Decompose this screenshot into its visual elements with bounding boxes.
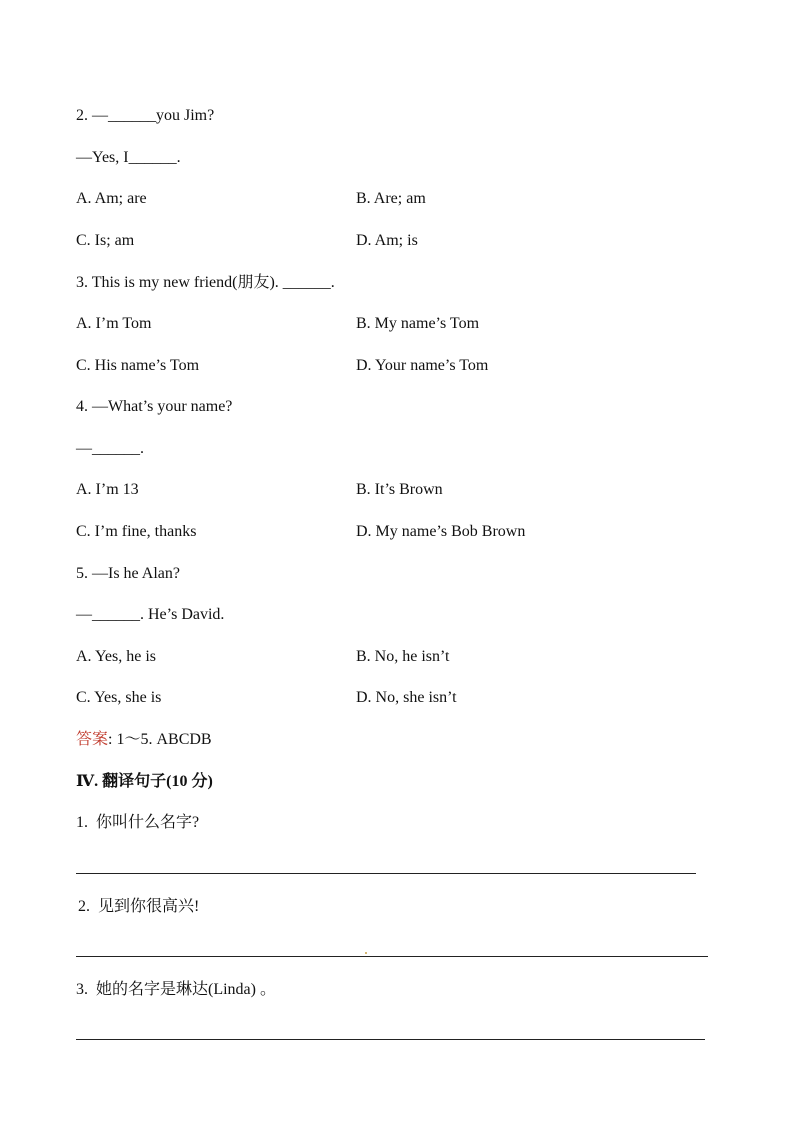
answer-key — [76, 730, 212, 750]
question-5-option-b: B. No, he isn’t — [356, 648, 450, 665]
question-5-stem: 5. —Is he Alan? — [76, 565, 180, 582]
question-5-option-d: D. No, she isn’t — [356, 689, 457, 706]
question-4-option-c: C. I’m fine, thanks — [76, 523, 197, 540]
translation-item-1: 1. 你叫什么名字? — [76, 814, 200, 831]
answer-line-3 — [76, 1039, 705, 1040]
question-3-option-c: C. His name’s Tom — [76, 357, 200, 374]
answer-line-1 — [76, 873, 696, 874]
question-2-response: —Yes, I______. — [76, 149, 181, 166]
decorative-dot — [365, 952, 367, 954]
translation-item-2: 2. 见到你很高兴! — [78, 898, 200, 915]
question-5-response: —______. He’s David. — [76, 606, 225, 623]
question-5-option-c: C. Yes, she is — [76, 689, 162, 706]
question-3-stem: 3. This is my new friend(朋友). ______. — [76, 274, 335, 291]
question-3-option-b: B. My name’s Tom — [356, 315, 480, 332]
translation-item-3: 3. 她的名字是琳达(Linda) 。 — [76, 981, 276, 998]
question-2-option-c: C. Is; am — [76, 232, 135, 249]
question-3-option-a: A. I’m Tom — [76, 315, 152, 332]
section-title: Ⅳ. 翻译句子(10 分) — [76, 773, 213, 790]
question-2-option-a: A. Am; are — [76, 190, 147, 207]
question-4-response: —______. — [76, 440, 144, 457]
question-4-stem: 4. —What’s your name? — [76, 398, 233, 415]
question-4-option-a: A. I’m 13 — [76, 481, 139, 498]
question-4-option-d: D. My name’s Bob Brown — [356, 523, 526, 540]
answer-label: 答案 — [76, 731, 109, 748]
question-5-option-a: A. Yes, he is — [76, 648, 157, 665]
question-4-option-b: B. It’s Brown — [356, 481, 443, 498]
question-3-option-d: D. Your name’s Tom — [356, 357, 489, 374]
question-2-option-d: D. Am; is — [356, 232, 418, 249]
question-2-option-b: B. Are; am — [356, 190, 426, 207]
answer-line-2 — [76, 956, 708, 957]
question-2-stem: 2. —______you Jim? — [76, 107, 215, 124]
answer-text: : 1～5. ABCDB — [108, 731, 212, 748]
